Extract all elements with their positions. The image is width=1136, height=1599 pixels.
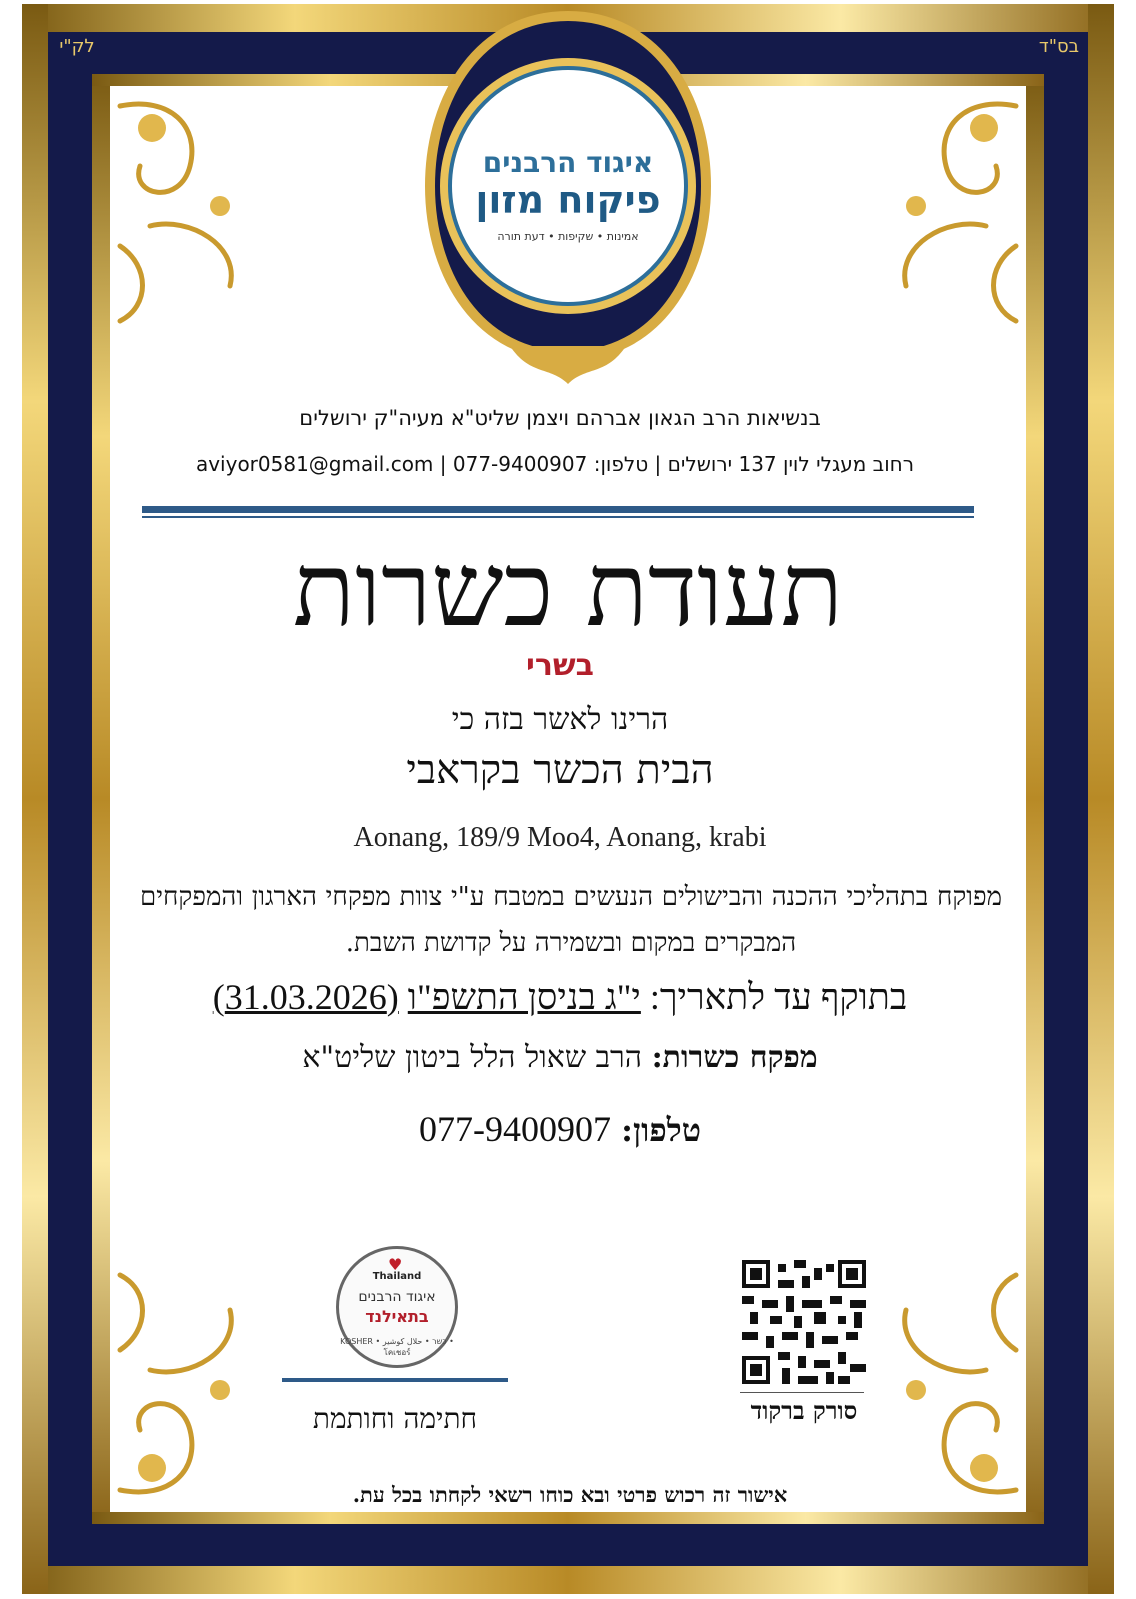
header-divider	[142, 506, 974, 513]
certificate-title: תעודת כשרות	[292, 531, 844, 650]
frame-gold-right	[1088, 4, 1114, 1594]
logo-circle	[448, 66, 688, 306]
corner-ornament-bottom-left	[110, 1270, 280, 1510]
validity-hebrew-date: י"ג בניסן התשפ"ו	[407, 977, 641, 1017]
business-address: Aonang, 189/9 Moo4, Aonang, krabi	[353, 822, 767, 853]
validity-line	[140, 976, 980, 1018]
logo-line3: אמינות • שקיפות • דעת תורה	[497, 230, 639, 243]
business-name: הבית הכשר בקראבי	[406, 747, 714, 793]
stamp-heart-icon: ♥	[388, 1255, 403, 1274]
corner-text-right: בס"ד	[1038, 36, 1080, 57]
corner-ornament-top-right	[856, 86, 1026, 326]
corner-ornament-top-left	[110, 86, 280, 326]
supervisor-line	[160, 1040, 960, 1075]
supervision-text: מפוקח בתהליכי ההכנה והבישולים הנעשים במטבח ע"י צוות מפקחי הארגון והמפקחים המבקרים במקום ובשמירה על קדושת השבת.	[140, 882, 1002, 958]
frame-gold-bottom	[22, 1566, 1114, 1594]
phone-label: טלפון:	[621, 1111, 702, 1149]
logo-medallion	[410, 6, 726, 386]
stamp-line1: איגוד הרבנים	[358, 1289, 436, 1305]
corner-ornament-bottom-right	[856, 1270, 1026, 1510]
corner-text-left: לק"י	[59, 36, 95, 57]
frame-gold-left	[22, 4, 48, 1594]
phone-value: 077-9400907	[418, 1109, 611, 1149]
phone-line	[260, 1108, 860, 1150]
stamp-top-text: Thailand	[372, 1271, 422, 1282]
contact-line: רחוב מעגלי לוין 137 ירושלים | טלפון: 077-9400907 | aviyor0581@gmail.com	[195, 452, 915, 476]
qr-underline	[740, 1392, 864, 1393]
frame-inner-left	[92, 74, 110, 1524]
validity-label: בתוקף עד לתאריך:	[649, 977, 908, 1017]
logo-line1: איגוד הרבנים	[482, 146, 654, 179]
frame-inner-right	[1026, 74, 1044, 1524]
footer-note: אישור זה רכוש פרטי ובא כוחו רשאי לקחתו בכל עת.	[352, 1482, 788, 1507]
certify-intro: הרינו לאשר בזה כי	[451, 702, 669, 737]
qr-label: סורק ברקוד	[750, 1396, 858, 1425]
stamp-line2: בתאילנד	[365, 1307, 429, 1326]
qr-code-graphic	[742, 1260, 866, 1384]
category-label: בשרי	[526, 648, 594, 683]
validity-date: (31.03.2026)	[212, 977, 399, 1017]
logo-line2: פיקוח מזון	[475, 178, 661, 222]
signature-label: חתימה וחותמת	[312, 1402, 478, 1435]
presidency-line: בנשיאות הרב הגאון אברהם ויצמן שליט"א מעיה"ק ירושלים	[299, 406, 821, 430]
stamp-ring-text: KOSHER • כשר • حلال كوشير • โคเชอร์	[340, 1337, 454, 1357]
supervisor-name: הרב שאול הלל ביטון שליט"א	[302, 1040, 643, 1075]
signature-line	[282, 1378, 508, 1382]
qr-code[interactable]	[742, 1260, 866, 1384]
frame-navy-bottom	[48, 1524, 1088, 1566]
header-divider-thin	[142, 516, 974, 518]
stamp-seal	[336, 1246, 458, 1368]
supervisor-label: מפקח כשרות:	[651, 1040, 818, 1075]
frame-inner-bottom	[92, 1512, 1044, 1524]
